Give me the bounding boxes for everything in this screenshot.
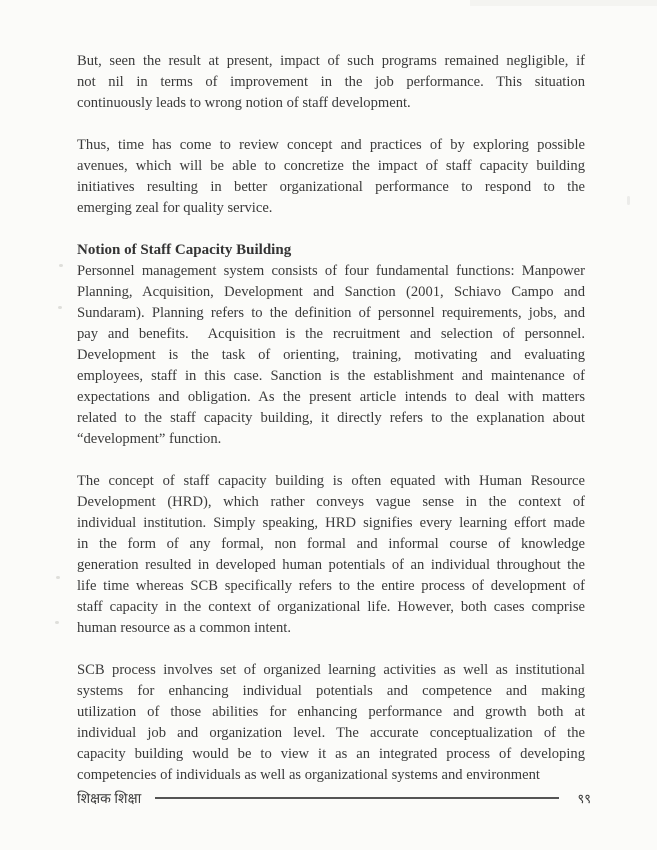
- text-line: SCB process involves set of organized learning activities as well as institutional: [77, 662, 585, 678]
- text-line: human resource as a common intent.: [77, 620, 291, 636]
- text-line: But, seen the result at present, impact of such programs remained negligible, if: [77, 53, 585, 69]
- scan-speck: [56, 576, 60, 579]
- paragraph: [77, 261, 585, 450]
- text-line: staff capacity in the context of organizational life. However, both cases comprise: [77, 599, 585, 615]
- text-line: competencies of individuals as well as organizational systems and environment: [77, 767, 540, 783]
- text-line: employees, staff in this case. Sanction is the establishment and maintenance of: [77, 368, 585, 384]
- text-line: individual job and organization level. The accurate conceptualization of the: [77, 725, 585, 741]
- text-line: not nil in terms of improvement in the job performance. This situation: [77, 74, 585, 90]
- text-line: emerging zeal for quality service.: [77, 200, 273, 216]
- section-heading: Notion of Staff Capacity Building: [77, 242, 292, 258]
- text-line: Development is the task of orienting, training, motivating and evaluating: [77, 347, 585, 363]
- scan-speck: [627, 196, 630, 205]
- footer-page-number: ९९: [577, 791, 591, 806]
- footer-rule: [155, 797, 559, 799]
- text-line: utilization of those abilities for enhancing performance and growth both at: [77, 704, 585, 720]
- scan-speck: [55, 621, 59, 624]
- text-line: generation resulted in developed human potentials of an individual throughout the: [77, 557, 585, 573]
- scan-speck: [58, 306, 62, 309]
- document-content: [77, 51, 585, 807]
- text-line: The concept of staff capacity building is often equated with Human Resource: [77, 473, 585, 489]
- text-line: avenues, which will be able to concretize the impact of staff capacity building: [77, 158, 585, 174]
- text-line: initiatives resulting in better organizational performance to respond to the: [77, 179, 585, 195]
- paragraph: [77, 471, 585, 639]
- paragraph: [77, 51, 585, 114]
- text-line: systems for enhancing individual potentials and competence and making: [77, 683, 585, 699]
- text-line: individual institution. Simply speaking, HRD signifies every learning effort made: [77, 515, 585, 531]
- text-line: life time whereas SCB specifically refers to the entire process of development of: [77, 578, 585, 594]
- text-line: continuously leads to wrong notion of staff development.: [77, 95, 411, 111]
- text-line: Development (HRD), which rather conveys vague sense in the context of: [77, 494, 585, 510]
- text-line: expectations and obligation. As the present article intends to deal with matters: [77, 389, 585, 405]
- text-line: related to the staff capacity building, it directly refers to the explanation about: [77, 410, 585, 426]
- footer: [77, 788, 591, 808]
- text-line: Planning, Acquisition, Development and Sanction (2001, Schiavo Campo and: [77, 284, 585, 300]
- scan-edge-artifact: [470, 0, 657, 6]
- text-line: capacity building would be to view it as an integrated process of developing: [77, 746, 585, 762]
- text-line: Personnel management system consists of four fundamental functions: Manpower: [77, 263, 585, 279]
- text-line: in the form of any formal, non formal and informal course of knowledge: [77, 536, 585, 552]
- text-line: Thus, time has come to review concept and practices of by exploring possible: [77, 137, 585, 153]
- footer-journal-title: शिक्षक शिक्षा: [77, 791, 142, 807]
- paragraph: [77, 660, 585, 786]
- scan-speck: [59, 264, 63, 267]
- text-line: “development” function.: [77, 431, 222, 447]
- text-line: pay and benefits. Acquisition is the recruitment and selection of personnel.: [77, 326, 585, 342]
- text-line: Sundaram). Planning refers to the definition of personnel requirements, jobs, and: [77, 305, 585, 321]
- paragraph: [77, 135, 585, 219]
